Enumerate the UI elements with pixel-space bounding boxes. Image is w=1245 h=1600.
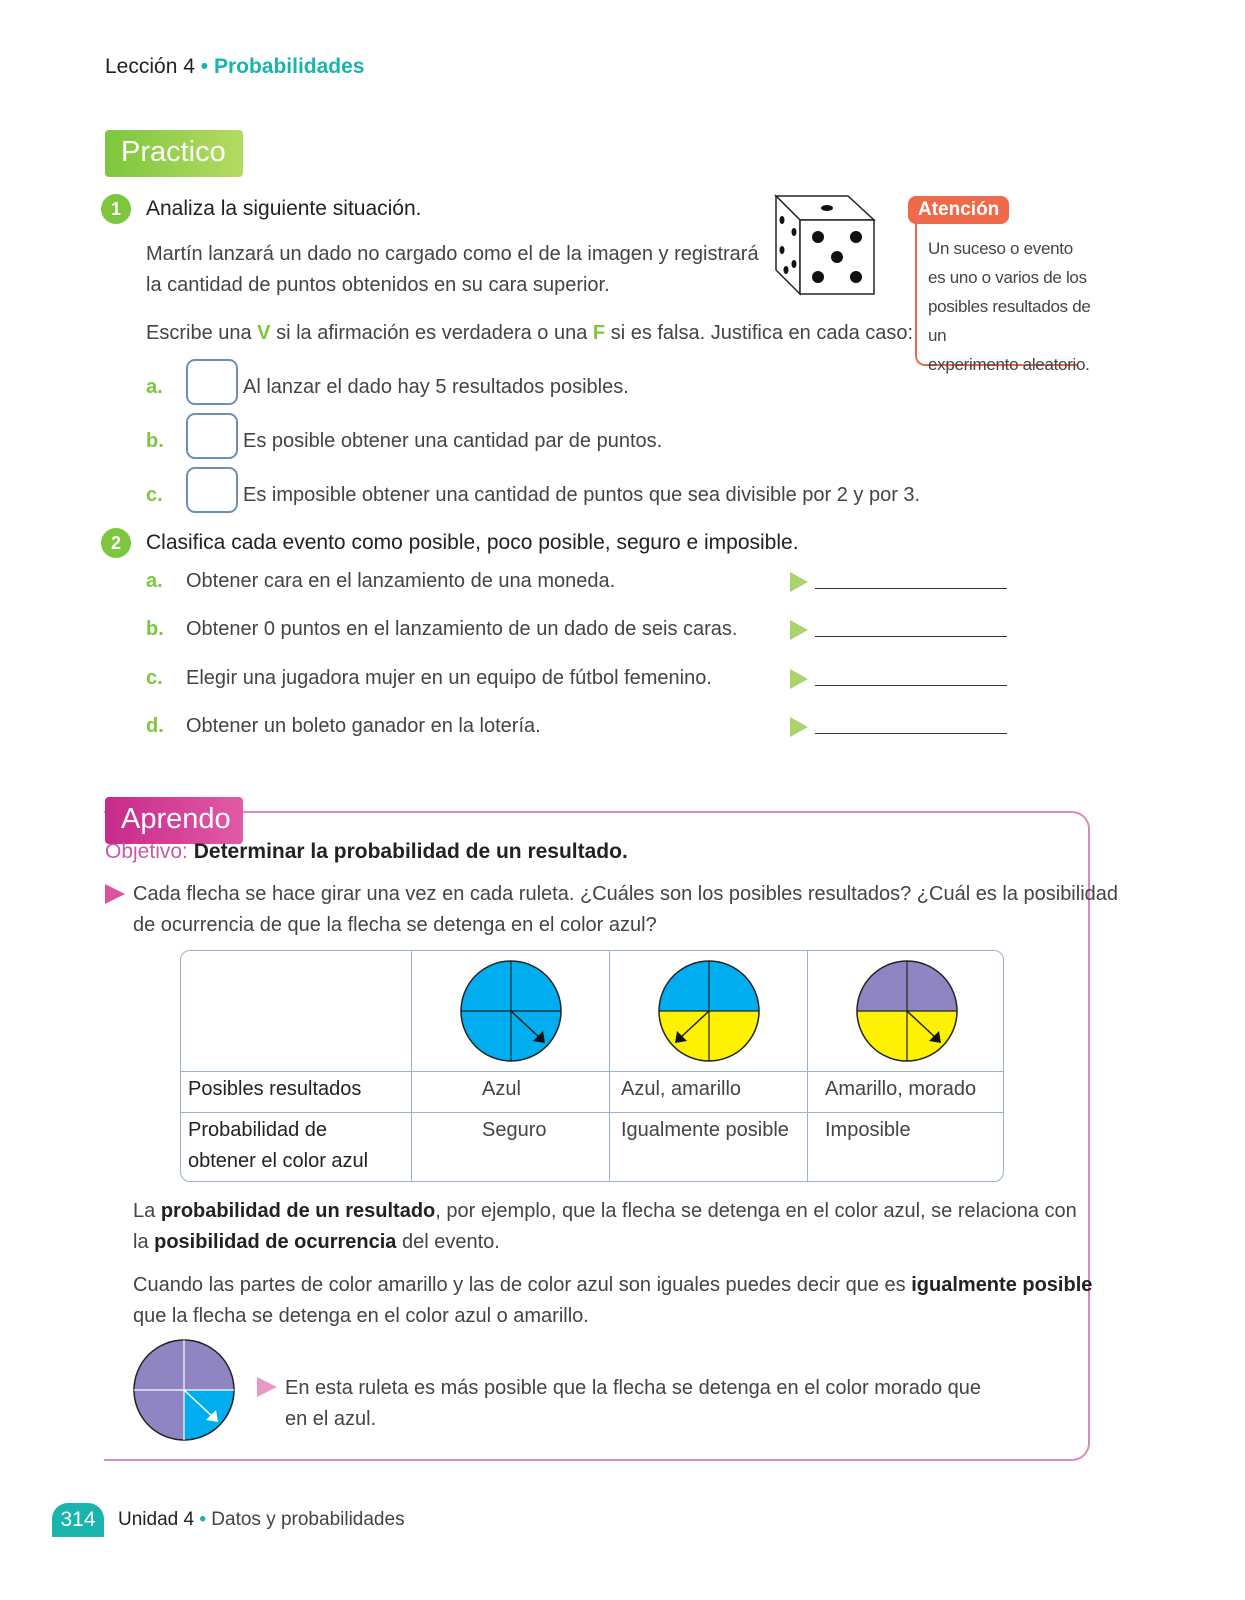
item-a-text: Al lanzar el dado hay 5 resultados posibles. [243,376,629,398]
col2-prob: Igualmente posible [621,1119,789,1141]
answer-box-c[interactable] [186,467,238,513]
question-1-line2: la cantidad de puntos obtenidos en su cara superior. [146,274,610,296]
q2-item-d-label: d. [146,715,164,737]
arrow-icon [790,572,808,592]
answer-line-b[interactable] [815,636,1007,637]
para-bold: posibilidad de ocurrencia [154,1231,397,1253]
footer-title: Datos y probabilidades [211,1509,405,1530]
q2-item-c-label: c. [146,667,163,689]
pink-arrow-icon [105,884,125,904]
instruction-text: Escribe una [146,322,258,344]
arrow-icon [790,620,808,640]
header-separator: • [200,55,209,78]
q2-item-a-label: a. [146,570,163,592]
q2-item-c-text: Elegir una jugadora mujer en un equipo de fútbol femenino. [186,667,712,689]
atencion-text [928,234,1098,379]
atencion-line: experimento aleatorio. [928,355,1090,374]
table-divider [181,1071,1003,1072]
spinner-table [180,950,1004,1182]
row-header-prob-line2: obtener el color azul [188,1150,369,1172]
intro-line1: Cada flecha se hace girar una vez en cada ruleta. ¿Cuáles son los posibles resultados? ¿Cuál es la posibilidad [133,883,1119,905]
question-1-line1: Martín lanzará un dado no cargado como el de la imagen y registrará [146,243,759,265]
row-header-results: Posibles resultados [188,1078,362,1100]
answer-line-d[interactable] [815,733,1007,734]
practico-tag: Practico [105,130,243,177]
table-divider [181,1112,1003,1113]
para-text: del evento. [396,1231,500,1253]
col1-prob: Seguro [482,1119,547,1141]
answer-box-b[interactable] [186,413,238,459]
arrow-icon [790,717,808,737]
item-c-label: c. [146,484,163,506]
q2-item-a-text: Obtener cara en el lanzamiento de una moneda. [186,570,616,592]
question-1-instruction [146,318,913,349]
para-bold: probabilidad de un resultado [160,1200,436,1222]
footer-unit: Unidad 4 [118,1509,195,1530]
lesson-number: Lección 4 [105,55,195,78]
objetivo-text: Determinar la probabilidad de un resultado. [193,840,628,863]
footer [118,1509,405,1531]
paragraph-1 [133,1196,1083,1258]
question-1-title: Analiza la siguiente situación. [146,197,422,220]
spinner-all-blue [459,959,565,1065]
para-text: La [133,1200,161,1222]
para-text: que la flecha se detenga en el color azul o amarillo. [133,1305,589,1327]
q2-item-b-text: Obtener 0 puntos en el lanzamiento de un dado de seis caras. [186,618,738,640]
answer-line-a[interactable] [815,588,1007,589]
item-a-label: a. [146,376,163,398]
atencion-line: Un suceso o evento [928,239,1073,258]
spinner-blue-yellow [657,959,763,1065]
aprendo-tag: Aprendo [105,797,243,844]
col3-result: Amarillo, morado [825,1078,977,1100]
para-text: la [133,1231,155,1253]
row-header-prob [188,1115,368,1177]
instruction-f: F [592,322,606,344]
instruction-v: V [257,322,271,344]
q2-item-b-label: b. [146,618,164,640]
note-line1: En esta ruleta es más posible que la flecha se detenga en el color morado que [285,1377,981,1399]
lesson-topic: Probabilidades [213,55,365,78]
lesson-header [105,55,365,79]
instruction-text: si es falsa. Justifica en cada caso: [605,322,914,344]
col1-result: Azul [482,1078,521,1100]
answer-line-c[interactable] [815,685,1007,686]
answer-box-a[interactable] [186,359,238,405]
dice-image [770,192,880,300]
table-divider [807,951,808,1181]
paragraph-2 [133,1270,1093,1332]
row-header-prob-line1: Probabilidad de [188,1119,327,1141]
item-b-label: b. [146,430,164,452]
item-c-text: Es imposible obtener una cantidad de puntos que sea divisible por 2 y por 3. [243,484,921,506]
atencion-line: posibles resultados de un [928,297,1091,345]
para-bold: igualmente posible [911,1274,1093,1296]
intro-line2: de ocurrencia de que la flecha se detenga en el color azul? [133,914,657,936]
pink-arrow-icon [257,1377,277,1397]
table-divider [411,951,412,1181]
footer-separator: • [199,1509,206,1530]
atencion-tag: Atención [908,196,1009,224]
objetivo-label: Objetivo: [105,840,188,863]
question-2-number: 2 [101,528,131,558]
question-2-title: Clasifica cada evento como posible, poco posible, seguro e imposible. [146,531,799,554]
page-number: 314 [52,1503,104,1537]
spinner-purple-blue [132,1338,238,1444]
q2-item-d-text: Obtener un boleto ganador en la lotería. [186,715,541,737]
col3-prob: Imposible [825,1119,911,1141]
arrow-icon [790,669,808,689]
table-divider [609,951,610,1181]
note-line2: en el azul. [285,1408,377,1430]
objetivo [105,840,628,864]
atencion-line: es uno o varios de los [928,268,1087,287]
question-1-number: 1 [101,194,131,224]
spinner-purple-yellow [855,959,961,1065]
para-text: , por ejemplo, que la flecha se detenga en el color azul, se relaciona con [435,1200,1077,1222]
instruction-text: si la afirmación es verdadera o una [270,322,593,344]
col2-result: Azul, amarillo [621,1078,742,1100]
para-text: Cuando las partes de color amarillo y las de color azul son iguales puedes decir que es [133,1274,912,1296]
item-b-text: Es posible obtener una cantidad par de puntos. [243,430,663,452]
